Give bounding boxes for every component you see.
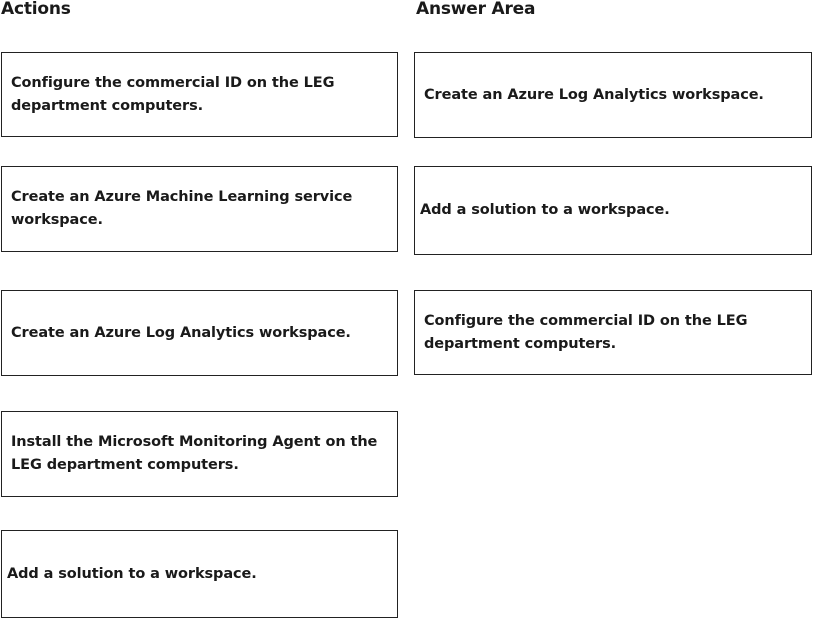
action-item-label: Install the Microsoft Monitoring Agent on the LEG department computers. (11, 434, 378, 473)
action-item-add-solution[interactable] (1, 530, 398, 618)
answer-item-create-log-analytics-workspace[interactable] (414, 52, 812, 138)
answer-item-label: Create an Azure Log Analytics workspace. (424, 86, 764, 103)
action-item-label: Create an Azure Machine Learning service workspace. (11, 189, 353, 228)
action-item-label: Configure the commercial ID on the LEG department computers. (11, 74, 335, 114)
answer-item-add-solution[interactable] (414, 166, 812, 255)
answer-area-heading: Answer Area (416, 0, 536, 19)
action-item-label: Create an Azure Log Analytics workspace. (11, 324, 351, 341)
action-item-configure-commercial-id[interactable] (1, 52, 398, 137)
answer-item-configure-commercial-id[interactable] (414, 290, 812, 375)
actions-heading: Actions (1, 0, 71, 19)
answer-item-label: Add a solution to a workspace. (420, 202, 670, 218)
action-item-create-ml-workspace[interactable] (1, 166, 398, 252)
action-item-create-log-analytics-workspace[interactable] (1, 290, 398, 376)
answer-item-label: Configure the commercial ID on the LEG department computers. (424, 312, 748, 352)
action-item-install-monitoring-agent[interactable] (1, 411, 398, 497)
action-item-label: Add a solution to a workspace. (7, 565, 257, 582)
